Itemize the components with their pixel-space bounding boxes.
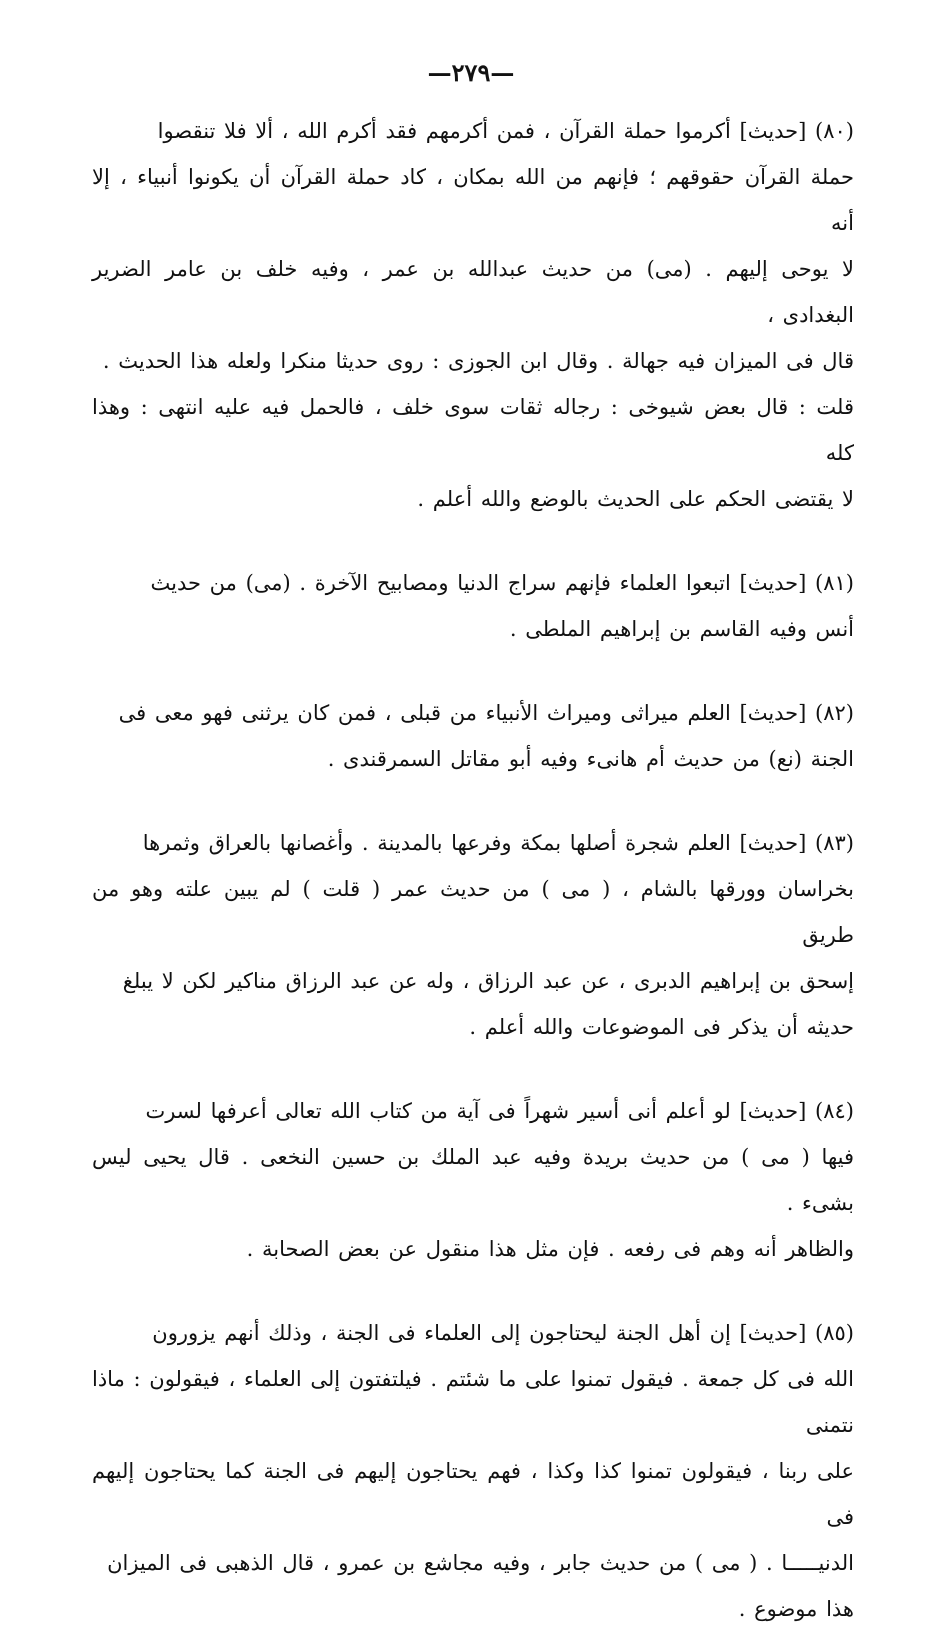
text-line: إسحق بن إبراهيم الدبرى ، عن عبد الرزاق ، وله عن عبد الرزاق مناكير لكن لا يبلغ: [122, 969, 854, 993]
hadith-entry-83: [92, 820, 854, 1050]
hadith-entry-82: [92, 690, 854, 782]
hadith-entry-80: [92, 108, 854, 522]
text-line: قال فى الميزان فيه جهالة . وقال ابن الجوزى : روى حديثا منكرا ولعله هذا الحديث .: [102, 349, 854, 373]
text-line: الجنة (نع) من حديث أم هانىء وفيه أبو مقاتل السمرقندى .: [327, 747, 854, 771]
text-line: لا يقتضى الحكم على الحديث بالوضع والله أعلم .: [417, 487, 854, 511]
hadith-entry-84: [92, 1088, 854, 1272]
hadith-entry-85: [92, 1310, 854, 1632]
text-line: حديثه أن يذكر فى الموضوعات والله أعلم .: [469, 1015, 854, 1039]
text-line: (٨٥) [حديث] إن أهل الجنة ليحتاجون إلى العلماء فى الجنة ، وذلك أنهم يزورون: [152, 1321, 854, 1345]
text-line: (٨٢) [حديث] العلم ميراثى وميراث الأنبياء من قبلى ، فمن كان يرثنى فهو معى فى: [118, 701, 854, 725]
text-line: (٨٣) [حديث] العلم شجرة أصلها بمكة وفرعها بالمدينة . وأغصانها بالعراق وثمرها: [142, 831, 854, 855]
text-line: والظاهر أنه وهم فى رفعه . فإن مثل هذا منقول عن بعض الصحابة .: [246, 1237, 854, 1261]
text-line: على ربنا ، فيقولون تمنوا كذا وكذا ، فهم يحتاجون إليهم فى الجنة كما يحتاجون إليهم فى: [92, 1459, 854, 1529]
text-line: (٨٠) [حديث] أكرموا حملة القرآن ، فمن أكرمهم فقد أكرم الله ، ألا فلا تنقصوا: [157, 119, 854, 143]
text-line: الله فى كل جمعة . فيقول تمنوا على ما شئتم . فيلتفتون إلى العلماء ، فيقولون : ماذا نتمنى: [92, 1367, 855, 1437]
text-line: قلت : قال بعض شيوخى : رجاله ثقات سوى خلف ، فالحمل فيه عليه انتهى : وهذا كله: [92, 395, 854, 465]
text-line: (٨١) [حديث] اتبعوا العلماء فإنهم سراج الدنيا ومصابيح الآخرة . (مى) من حديث: [150, 571, 854, 595]
text-line: فيها ( مى ) من حديث بريدة وفيه عبد الملك بن حسين النخعى . قال يحيى ليس بشىء .: [92, 1145, 854, 1215]
text-line: لا يوحى إليهم . (مى) من حديث عبدالله بن عمر ، وفيه خلف بن عامر الضرير البغدادى ،: [92, 257, 854, 327]
text-line: أنس وفيه القاسم بن إبراهيم الملطى .: [509, 617, 854, 641]
text-line: بخراسان وورقها بالشام ، ( مى ) من حديث عمر ( قلت ) لم يبين علته وهو من طريق: [92, 877, 854, 947]
text-line: هذا موضوع .: [738, 1597, 854, 1621]
text-line: حملة القرآن حقوقهم ؛ فإنهم من الله بمكان ، كاد حملة القرآن أن يكونوا أنبياء ، إلا أنه: [92, 165, 854, 235]
page-number: —٢٧٩—: [427, 58, 515, 87]
text-line: الدنيـــــا . ( مى ) من حديث جابر ، وفيه مجاشع بن عمرو ، قال الذهبى فى الميزان: [107, 1551, 854, 1575]
hadith-entry-81: [92, 560, 854, 652]
page-body: [92, 108, 854, 1632]
text-line: (٨٤) [حديث] لو أعلم أنى أسير شهراً فى آية من كتاب الله تعالى أعرفها لسرت: [145, 1099, 854, 1123]
